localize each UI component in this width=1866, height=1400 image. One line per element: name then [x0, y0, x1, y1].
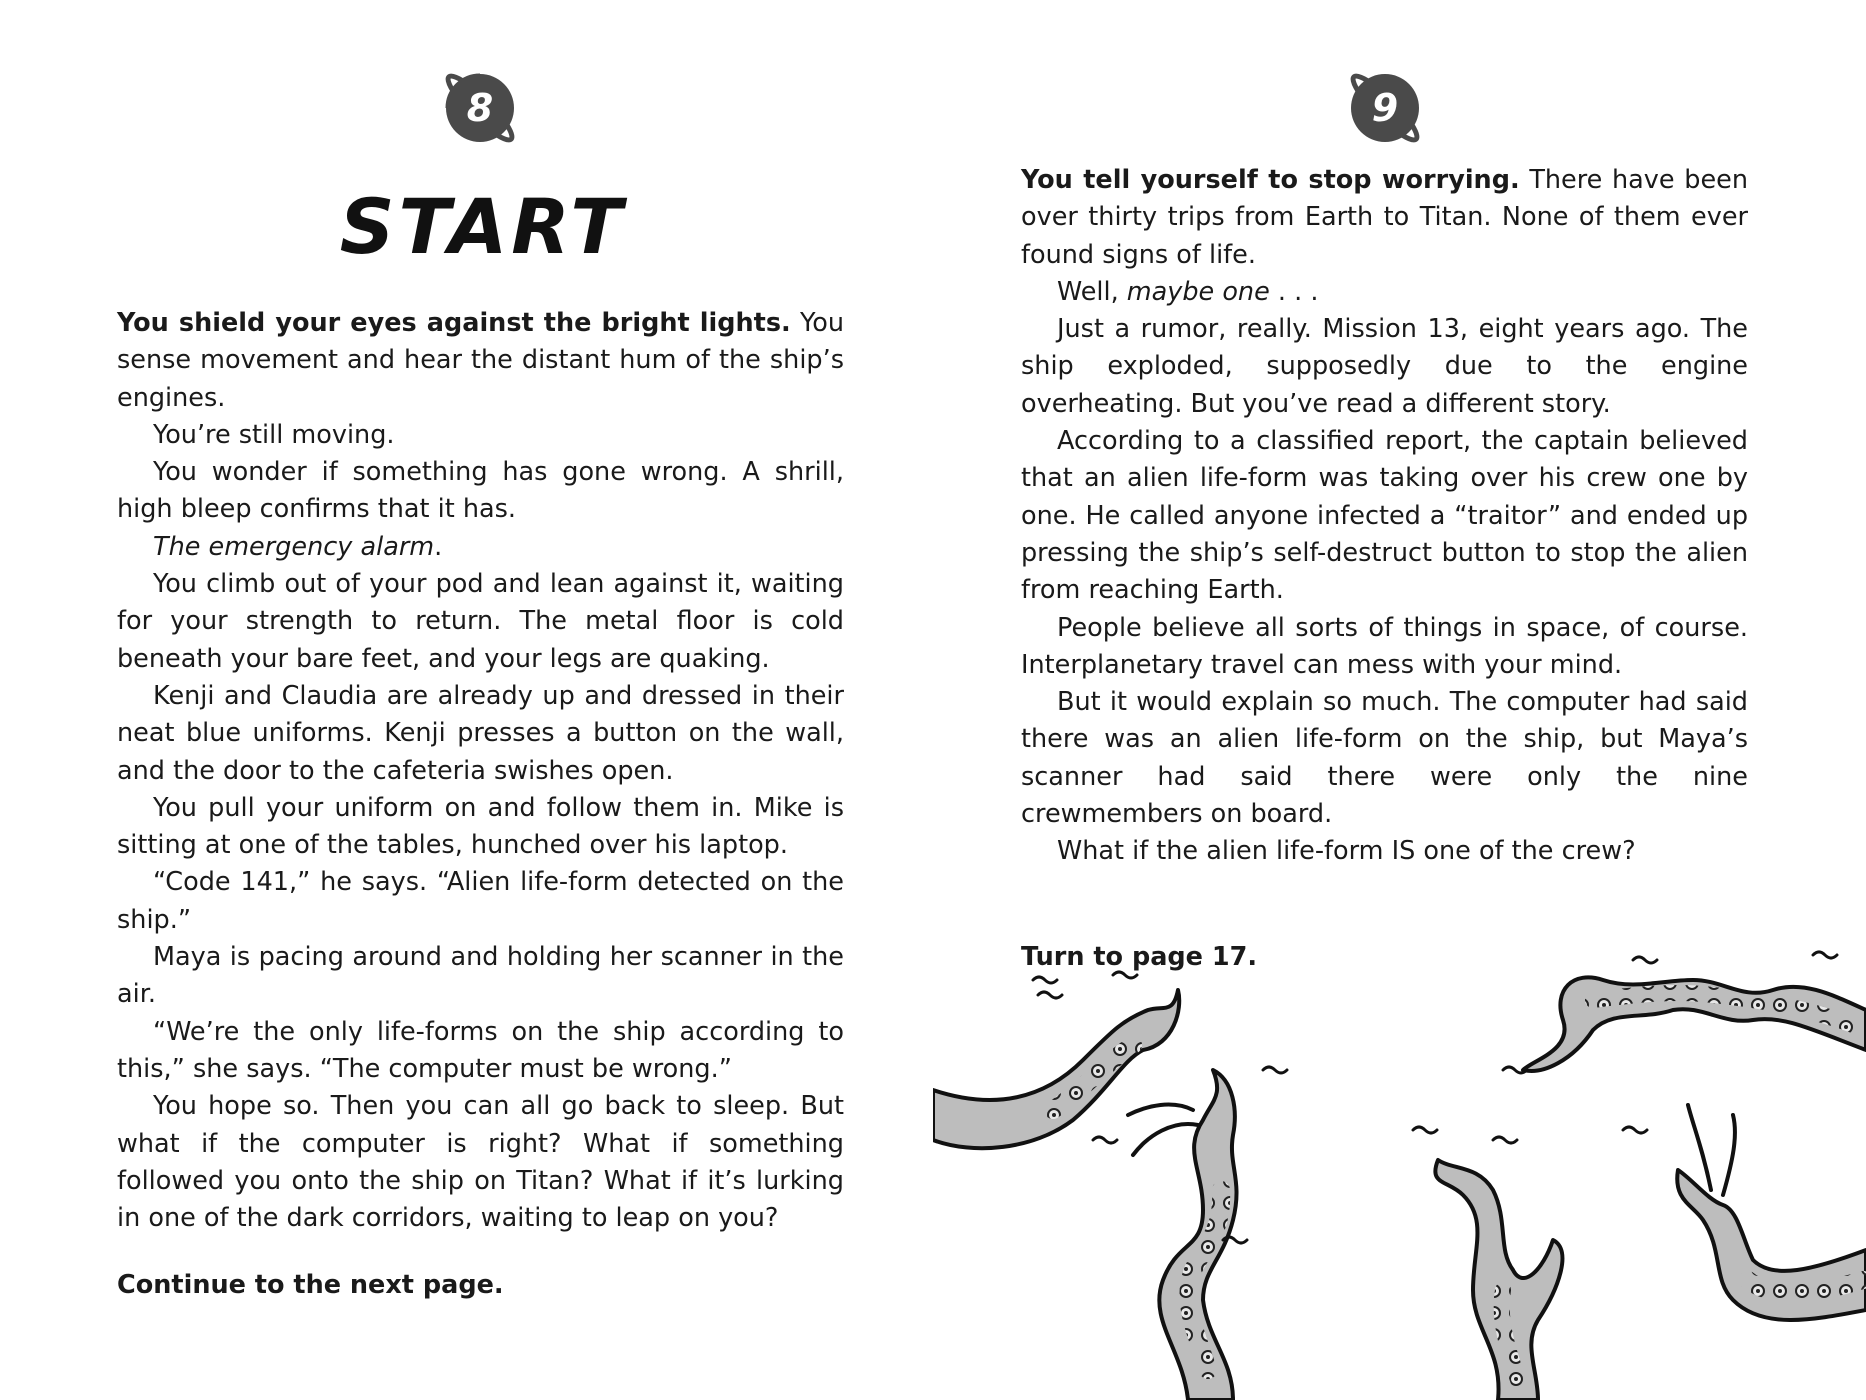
paragraph: “We’re the only life-forms on the ship according to this,” she says. “The computer must be wrong.” [117, 1016, 844, 1084]
chapter-title: START [339, 182, 627, 271]
left-body-text [117, 305, 844, 1237]
right-body-text [1021, 162, 1748, 871]
page-number: 8 [466, 86, 494, 130]
paragraph: But it would explain so much. The computer had said there was an alien life-form on the ship, but Maya’s scanner had said there were only the nine crewmembers on board. [1021, 687, 1748, 830]
paragraph: You’re still moving. [153, 419, 395, 450]
paragraph: Maya is pacing around and holding her scanner in the air. [117, 942, 844, 1010]
page-number-badge-right [1345, 68, 1425, 148]
paragraph: You climb out of your pod and lean against it, waiting for your strength to return. The metal floor is cold beneath your bare feet, and your legs are quaking. [117, 569, 844, 674]
tentacle-illustration [933, 950, 1866, 1400]
page-number-badge-left [440, 68, 520, 148]
paragraph: The emergency alarm. [153, 531, 443, 562]
paragraph: You pull your uniform on and follow them in. Mike is sitting at one of the tables, hunched over his laptop. [117, 792, 844, 861]
continue-note: Continue to the next page. [117, 1270, 504, 1300]
paragraph: You shield your eyes against the bright lights. You sense movement and hear the distant hum of the ship’s engines. [117, 308, 844, 413]
paragraph: You wonder if something has gone wrong. A shrill, high bleep confirms that it has. [117, 457, 844, 525]
paragraph: What if the alien life-form IS one of the crew? [1057, 836, 1636, 867]
page-number: 9 [1371, 86, 1399, 130]
paragraph: Kenji and Claudia are already up and dressed in their neat blue uniforms. Kenji presses a button on the wall, and the door to the cafeteria swishes open. [117, 680, 844, 786]
turn-to-page-note: Turn to page 17. [1021, 942, 1257, 972]
paragraph: Well, maybe one . . . [1057, 276, 1319, 307]
paragraph: You tell yourself to stop worrying. There have been over thirty trips from Earth to Titan. None of them ever found signs of life. [1021, 165, 1748, 270]
paragraph: People believe all sorts of things in space, of course. Interplanetary travel can mess with your mind. [1021, 612, 1748, 680]
paragraph: “Code 141,” he says. “Alien life-form detected on the ship.” [117, 867, 844, 935]
paragraph: According to a classified report, the captain believed that an alien life-form was taking over his crew one by one. He called anyone infected a “traitor” and ended up pressing the ship’s self-destruct button to stop the alien from reaching Earth. [1021, 426, 1748, 606]
paragraph: Just a rumor, really. Mission 13, eight years ago. The ship exploded, supposedly due to the engine overheating. But you’ve read a different story. [1021, 314, 1748, 419]
paragraph: You hope so. Then you can all go back to sleep. But what if the computer is right? What if something followed you onto the ship on Titan? What if it’s lurking in one of the dark corridors, waiting to leap on you? [117, 1091, 844, 1234]
